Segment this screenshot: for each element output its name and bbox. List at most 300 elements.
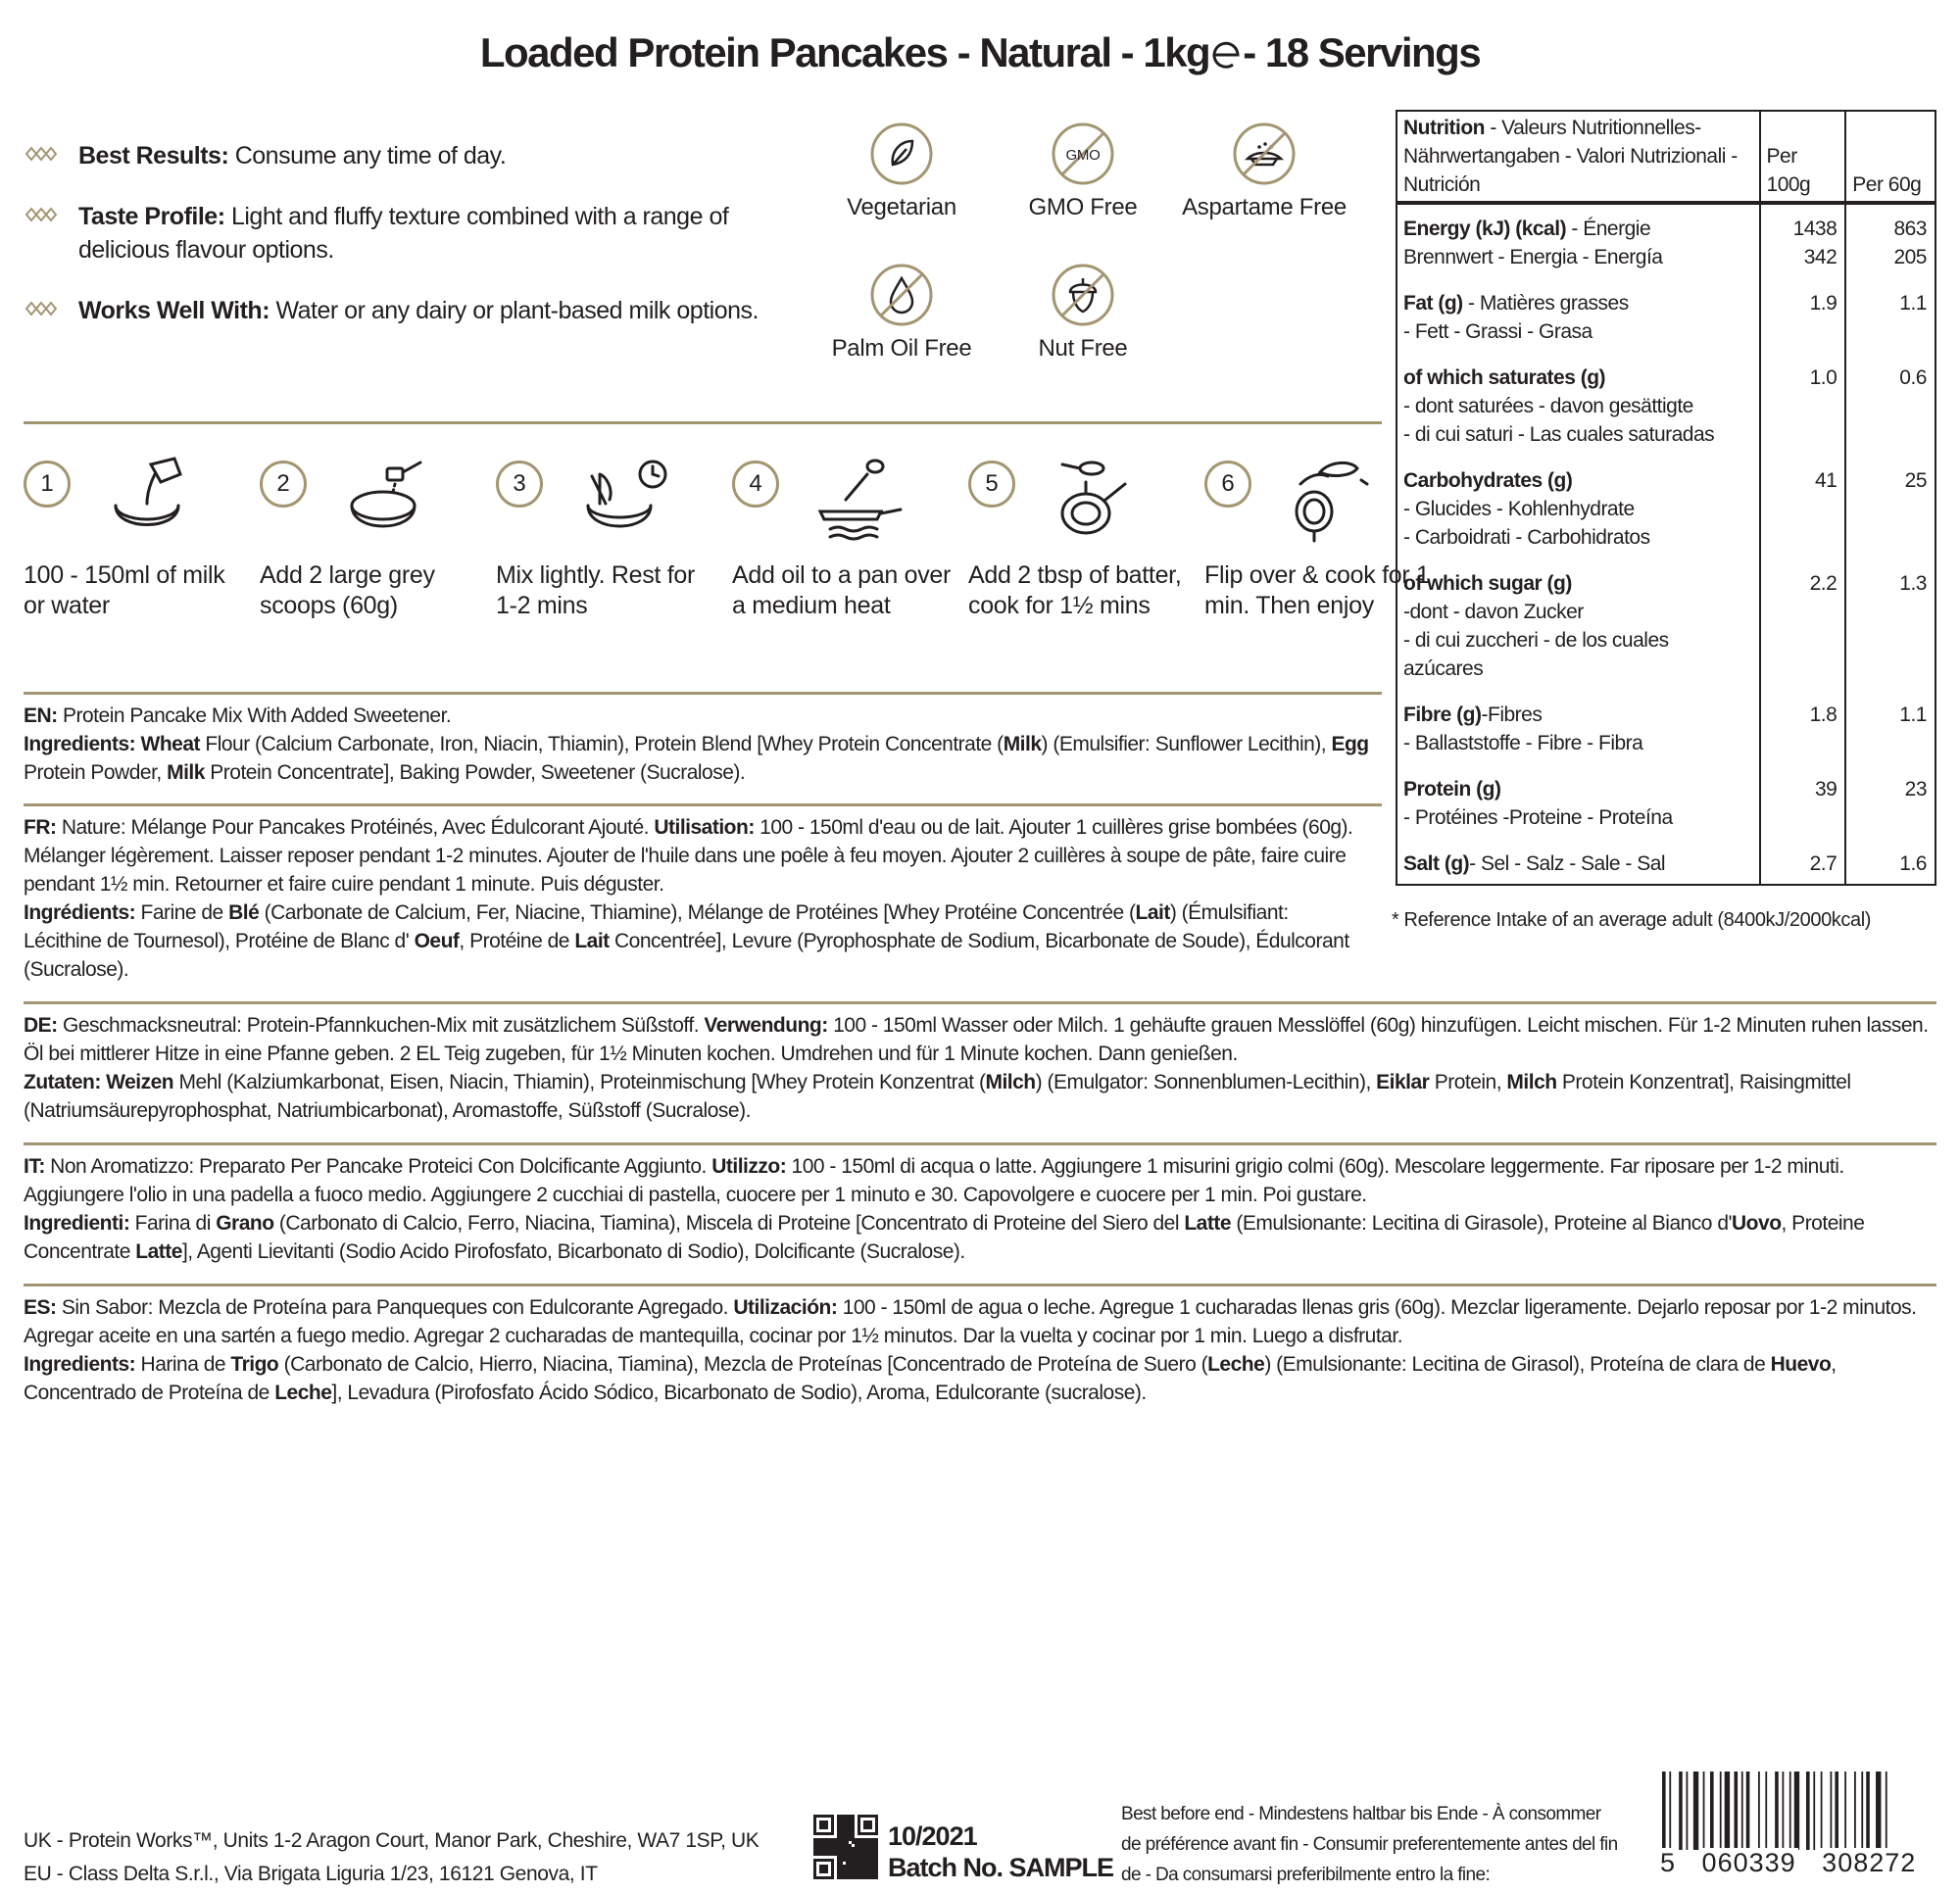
nutrient-row-energy: [1396, 203, 1936, 279]
qr-module: [872, 1870, 875, 1873]
qr-module: [843, 1826, 846, 1829]
product-description: Protein Pancake Mix With Added Sweetener.: [57, 704, 452, 727]
qr-module: [858, 1876, 860, 1879]
qr-module: [840, 1844, 843, 1847]
qr-module: [846, 1847, 849, 1850]
qr-module: [840, 1853, 843, 1856]
nutrient-translations: - Énergie: [1566, 218, 1651, 240]
qr-module: [813, 1850, 816, 1853]
ingredients-text: Farina di: [129, 1212, 217, 1235]
nutrient-translations: -Fibres: [1481, 704, 1543, 726]
qr-module: [849, 1862, 852, 1865]
allergen: Lait: [574, 930, 610, 952]
allergen: Weizen: [100, 1071, 174, 1093]
nutrient-translations: - Ballaststoffe - Fibre - Fibra: [1403, 732, 1643, 754]
badge-label: Palm Oil Free: [831, 335, 972, 362]
qr-module: [852, 1829, 855, 1832]
allergen: Egg: [1331, 733, 1369, 755]
nutrient-name: Fibre (g): [1403, 704, 1482, 726]
aspartame-free-icon: [1232, 121, 1297, 186]
usage-label: Verwendung:: [704, 1014, 828, 1037]
qr-module: [840, 1873, 843, 1876]
tip-label: Best Results:: [78, 142, 229, 170]
barcode-bar: [1703, 1772, 1705, 1850]
qr-module: [840, 1847, 843, 1850]
ingredients-text: (Emulsionante: Lecitina di Girasole), Proteine al Bianco d': [1231, 1212, 1733, 1235]
qr-module: [831, 1841, 834, 1844]
barcode-bar: [1735, 1772, 1739, 1850]
ingredients-text: Mehl (Kalziumkarbonat, Eisen, Niacin, Thiamin), Proteinmischung [Whey Protein Konzentrat (: [173, 1071, 986, 1093]
qr-module: [858, 1862, 860, 1865]
qr-module: [855, 1859, 858, 1862]
qr-module: [837, 1829, 840, 1832]
badge-gmo-free: [995, 121, 1171, 221]
qr-module: [863, 1868, 866, 1870]
tip-text: Light and fluffy texture combined with a range of delicious flavour options.: [78, 203, 729, 264]
allergen: Leche: [274, 1382, 332, 1404]
ingredients-label: Ingrédients:: [24, 901, 136, 924]
nutrient-translations: -dont - davon Zucker: [1403, 601, 1584, 623]
qr-module: [837, 1865, 840, 1868]
qr-module: [869, 1876, 872, 1879]
lang-code: DE:: [24, 1014, 58, 1037]
qr-module: [860, 1847, 863, 1850]
qr-module: [866, 1841, 869, 1844]
best-before-text: [1121, 1799, 1631, 1890]
qr-module: [840, 1823, 843, 1826]
ingredients-text: Concentrée], Levure (Pyrophosphate de Sodium, Bicarbonate de Soude), Édulcorant (Sucralose).: [24, 930, 1349, 981]
ingredients-label: Ingredients:: [24, 733, 136, 755]
barcode-bar: [1794, 1772, 1799, 1850]
qr-module: [822, 1838, 825, 1841]
qr-module: [834, 1841, 837, 1844]
qr-module: [858, 1859, 860, 1862]
diet-badges: [813, 121, 1362, 376]
step-number: 2: [260, 461, 307, 508]
lang-code: ES:: [24, 1296, 57, 1319]
barcode-bar: [1741, 1772, 1743, 1850]
nutrient-translations: - Matières grasses: [1462, 292, 1629, 315]
barcode-digits-left: 060339: [1701, 1848, 1796, 1877]
nutrient-name: Salt (g): [1403, 852, 1470, 875]
qr-module: [858, 1856, 860, 1859]
barcode-bar: [1789, 1772, 1791, 1850]
label-text-es: [24, 1293, 1936, 1407]
qr-module: [869, 1865, 872, 1868]
qr-code-icon: [813, 1815, 878, 1879]
barcode-bar: [1725, 1772, 1730, 1850]
qr-module: [860, 1850, 863, 1853]
qr-module: [849, 1838, 852, 1841]
qr-module: [846, 1868, 849, 1870]
nutrient-row-fat: [1396, 279, 1936, 354]
qr-module: [860, 1873, 863, 1876]
qr-module: [843, 1868, 846, 1870]
qr-module: [866, 1859, 869, 1862]
barcode-bar: [1866, 1772, 1870, 1850]
qr-module: [860, 1876, 863, 1879]
qr-module: [869, 1847, 872, 1850]
qr-module: [863, 1862, 866, 1865]
value-per-60g-kcal: 205: [1893, 246, 1927, 268]
qr-module: [863, 1865, 866, 1868]
qr-module: [860, 1870, 863, 1873]
qr-module: [875, 1859, 878, 1862]
qr-module: [869, 1856, 872, 1859]
nutrient-row-salt: [1396, 840, 1936, 885]
qr-module: [846, 1826, 849, 1829]
qr-module: [849, 1847, 852, 1850]
qr-module: [858, 1865, 860, 1868]
qr-module: [858, 1870, 860, 1873]
gmo-free-icon: [1051, 121, 1115, 186]
qr-module: [852, 1865, 855, 1868]
qr-module: [872, 1841, 875, 1844]
nutrition-heading: [1396, 111, 1760, 203]
qr-module: [863, 1853, 866, 1856]
qr-module: [840, 1870, 843, 1873]
barcode-bar: [1835, 1772, 1838, 1850]
allergen: Oeuf: [414, 930, 460, 952]
qr-module: [843, 1844, 846, 1847]
barcode-digits-right: 308272: [1822, 1848, 1917, 1877]
qr-module: [840, 1876, 843, 1879]
vegetarian-icon: [869, 121, 934, 186]
qr-module: [875, 1850, 878, 1853]
qr-module: [852, 1835, 855, 1838]
qr-module: [849, 1868, 852, 1870]
qr-module: [846, 1862, 849, 1865]
batch-date: 10/2021: [888, 1821, 977, 1851]
qr-module: [840, 1820, 843, 1823]
ingredients-text: Harina de: [135, 1353, 231, 1376]
divider: [24, 692, 1382, 695]
barcode-bar: [1844, 1772, 1846, 1850]
qr-module: [860, 1862, 863, 1865]
qr-module: [866, 1865, 869, 1868]
batch-info: [888, 1820, 1113, 1883]
qr-module: [849, 1844, 852, 1847]
qr-module: [819, 1838, 822, 1841]
nutrient-name: of which saturates (g): [1403, 366, 1606, 389]
qr-module: [852, 1847, 855, 1850]
label-text-en: [24, 702, 1386, 787]
barcode-number: [1658, 1848, 1944, 1878]
nutrient-translations: - Glucides - Kohlenhydrate: [1403, 498, 1635, 520]
qr-module: [849, 1865, 852, 1868]
qr-module: [843, 1841, 846, 1844]
qr-module: [825, 1838, 828, 1841]
qr-module: [837, 1847, 840, 1850]
qr-module: [819, 1865, 828, 1873]
batch-number: Batch No. SAMPLE: [888, 1853, 1114, 1882]
nutrient-name: Carbohydrates (g): [1403, 469, 1573, 492]
qr-module: [863, 1838, 866, 1841]
qr-module: [825, 1844, 828, 1847]
qr-module: [849, 1876, 852, 1879]
qr-module: [837, 1818, 840, 1820]
qr-module: [831, 1847, 834, 1850]
col-per-60g: Per 60g: [1845, 111, 1936, 203]
tip-works-well-with: [25, 294, 770, 327]
qr-module: [828, 1853, 831, 1856]
ingredients-label: Ingredients:: [24, 1353, 136, 1376]
qr-module: [852, 1832, 855, 1835]
usage-label: Utilisation:: [654, 816, 755, 839]
ingredients-text: Farine de: [135, 901, 229, 924]
diamonds-icon: [25, 145, 57, 163]
value-per-60g: 23: [1845, 765, 1936, 840]
barcode-bar: [1710, 1772, 1714, 1850]
qr-module: [872, 1850, 875, 1853]
step-number: 5: [968, 461, 1015, 508]
usage-label: Utilizzo:: [711, 1155, 787, 1178]
qr-module: [852, 1841, 855, 1844]
qr-module: [875, 1844, 878, 1847]
qr-module: [866, 1868, 869, 1870]
step-text: Mix lightly. Rest for 1-2 mins: [496, 561, 696, 619]
qr-module: [813, 1853, 816, 1856]
step-number: 3: [496, 461, 543, 508]
qr-module: [840, 1862, 843, 1865]
qr-module: [866, 1856, 869, 1859]
tip-taste-profile: [25, 200, 770, 267]
qr-module: [846, 1853, 849, 1856]
qr-module: [875, 1841, 878, 1844]
step-number: 6: [1204, 461, 1251, 508]
qr-module: [852, 1859, 855, 1862]
barcode-bar: [1831, 1772, 1833, 1850]
qr-module: [866, 1876, 869, 1879]
nutrient-translations: - di cui saturi - Las cuales saturadas: [1403, 423, 1715, 446]
qr-module: [843, 1850, 846, 1853]
qr-module: [846, 1838, 849, 1841]
qr-module: [843, 1818, 846, 1820]
ingredients-text: , Proteine Concentrate: [24, 1212, 1865, 1263]
step-text: Flip over & cook for 1 min. Then enjoy: [1204, 561, 1430, 619]
qr-module: [843, 1847, 846, 1850]
allergen: Latte: [1184, 1212, 1232, 1235]
barcode-bar: [1854, 1772, 1856, 1850]
qr-module: [866, 1850, 869, 1853]
allergen: Latte: [135, 1240, 182, 1263]
nutrient-translations: Brennwert - Energia - Energía: [1403, 246, 1663, 268]
address-eu: EU - Class Delta S.r.l., Via Brigata Liguria 1/23, 16121 Genova, IT: [24, 1863, 598, 1885]
step-text: Add oil to a pan over a medium heat: [732, 561, 952, 619]
qr-module: [825, 1853, 828, 1856]
allergen: Uovo: [1732, 1212, 1782, 1235]
divider: [24, 803, 1382, 806]
qr-module: [849, 1815, 852, 1818]
ingredients-label: Zutaten:: [24, 1071, 101, 1093]
qr-module: [872, 1847, 875, 1850]
qr-module: [825, 1847, 828, 1850]
qr-module: [855, 1841, 858, 1844]
qr-module: [852, 1853, 855, 1856]
qr-module: [872, 1865, 875, 1868]
qr-module: [849, 1829, 852, 1832]
qr-module: [860, 1838, 863, 1841]
qr-module: [855, 1870, 858, 1873]
qr-module: [849, 1853, 852, 1856]
qr-module: [846, 1876, 849, 1879]
badge-label: Aspartame Free: [1182, 194, 1347, 220]
address-uk: UK - Protein Works™, Units 1-2 Aragon Court, Manor Park, Cheshire, WA7 1SP, UK: [24, 1829, 760, 1852]
lang-code: FR:: [24, 816, 57, 839]
qr-module: [819, 1847, 822, 1850]
product-title: [0, 29, 1960, 76]
qr-module: [866, 1844, 869, 1847]
qr-module: [852, 1818, 855, 1820]
qr-module: [834, 1838, 837, 1841]
oil-pan-icon: [791, 455, 908, 543]
tip-label: Works Well With:: [78, 297, 270, 324]
allergen: Huevo: [1770, 1353, 1832, 1376]
barcode-bar: [1813, 1772, 1815, 1850]
allergen: Leche: [1207, 1353, 1265, 1376]
value-per-100g: 1.8: [1760, 691, 1846, 765]
qr-module: [837, 1859, 840, 1862]
qr-module: [846, 1829, 849, 1832]
qr-module: [843, 1865, 846, 1868]
badge-aspartame-free: [1176, 121, 1352, 221]
qr-module: [855, 1876, 858, 1879]
qr-module: [825, 1841, 828, 1844]
qr-module: [843, 1820, 846, 1823]
value-per-100g: 1.9: [1760, 279, 1846, 354]
qr-module: [875, 1873, 878, 1876]
ingredients-text: Protein Concentrate], Baking Powder, Sweetener (Sucralose).: [204, 761, 746, 784]
qr-module: [855, 1856, 858, 1859]
qr-module: [866, 1873, 869, 1876]
usage-text: 100 - 150ml de agua o leche. Agregue 1 cucharadas llenas gris (60g). Mezclar ligeramente. Dejarlo reposar por 1-2 minutos. Agregar aceite en una sartén a fuego medio. Agregar 2 cucharadas de mantequilla, cocinar por 1½ minutos. Dar la vuelta y cocinar por 1 min. Luego a disfrutar.: [24, 1296, 1917, 1347]
qr-module: [828, 1838, 831, 1841]
qr-module: [822, 1853, 825, 1856]
qr-module: [843, 1832, 846, 1835]
qr-module: [813, 1847, 816, 1850]
step-number: 1: [24, 461, 71, 508]
barcode-bar: [1720, 1772, 1722, 1850]
qr-module: [852, 1815, 855, 1818]
qr-module: [863, 1859, 866, 1862]
nutrient-translations: - Fett - Grassi - Grasa: [1403, 320, 1592, 343]
nutrient-translations: - di cui zuccheri - de los cuales azúcares: [1403, 629, 1669, 680]
usage-text: 100 - 150ml d'eau ou de lait. Ajouter 1 cuillères grise bombées (60g). Mélanger légèrement. Laisser reposer pendant 1-2 minutes. Ajouter de l'huile dans une poêle à feu moyen. Ajouter 2 cuillères à soupe de pâte, faire cuire pendant 1½ min. Retourner et faire cuire pendant 1 minute. Puis déguster.: [24, 816, 1353, 896]
qr-module: [863, 1876, 866, 1879]
allergen: Blé: [228, 901, 260, 924]
value-per-60g: 0.6: [1845, 354, 1936, 457]
nutrient-row-carbohydrates: [1396, 457, 1936, 559]
qr-module: [875, 1868, 878, 1870]
product-description: Geschmacksneutral: Protein-Pfannkuchen-Mix mit zusätzlichem Süßstoff.: [57, 1014, 705, 1037]
qr-module: [863, 1847, 866, 1850]
qr-module: [852, 1862, 855, 1865]
badge-label: Vegetarian: [847, 194, 956, 220]
qr-module: [869, 1844, 872, 1847]
qr-module: [840, 1865, 843, 1868]
whisk-timer-icon: [555, 455, 672, 543]
qr-module: [852, 1820, 855, 1823]
qr-module: [831, 1844, 834, 1847]
nutrition-heading-rest: - Valeurs Nutritionnelles- Nährwertangaben - Valori Nutrizionali - Nutrición: [1403, 117, 1738, 196]
qr-module: [843, 1815, 846, 1818]
qr-module: [858, 1838, 860, 1841]
qr-module: [846, 1815, 849, 1818]
allergen: Wheat: [140, 733, 201, 755]
qr-module: [855, 1868, 858, 1870]
qr-module: [846, 1856, 849, 1859]
qr-module: [875, 1838, 878, 1841]
qr-module: [831, 1850, 834, 1853]
qr-module: [846, 1870, 849, 1873]
value-per-100g: 2.2: [1760, 559, 1846, 691]
qr-module: [837, 1868, 840, 1870]
qr-module: [860, 1856, 863, 1859]
qr-module: [872, 1873, 875, 1876]
qr-module: [860, 1868, 863, 1870]
qr-module: [872, 1868, 875, 1870]
pour-milk-icon: [82, 455, 200, 543]
qr-module: [816, 1841, 819, 1844]
qr-module: [855, 1838, 858, 1841]
qr-module: [855, 1844, 858, 1847]
qr-module: [843, 1829, 846, 1832]
qr-module: [837, 1823, 840, 1826]
product-description: Sin Sabor: Mezcla de Proteína para Panqueques con Edulcorante Agregado.: [56, 1296, 734, 1319]
nut-free-icon: [1051, 263, 1115, 327]
qr-module: [840, 1832, 843, 1835]
qr-module: [852, 1868, 855, 1870]
nutrient-row-protein: [1396, 765, 1936, 840]
qr-module: [863, 1873, 866, 1876]
qr-module: [843, 1823, 846, 1826]
qr-module: [852, 1850, 855, 1853]
best-before-line: de - Da consumarsi preferibilmente entro la fine:: [1121, 1865, 1491, 1885]
qr-module: [822, 1850, 825, 1853]
barcode-bar: [1758, 1772, 1760, 1850]
qr-module: [858, 1850, 860, 1853]
qr-module: [866, 1838, 869, 1841]
value-per-60g: 863: [1893, 218, 1927, 240]
qr-module: [875, 1865, 878, 1868]
allergen: Milch: [1506, 1071, 1557, 1093]
qr-module: [846, 1832, 849, 1835]
nutrition-heading-bold: Nutrition: [1403, 117, 1485, 139]
nutrient-name: Protein (g): [1403, 778, 1501, 801]
nutrition-table: [1396, 110, 1936, 886]
step-text: 100 - 150ml of milk or water: [24, 561, 225, 619]
qr-module: [872, 1853, 875, 1856]
qr-module: [837, 1876, 840, 1879]
allergen: Trigo: [230, 1353, 279, 1376]
qr-module: [813, 1844, 816, 1847]
barcode-bar: [1687, 1772, 1689, 1850]
qr-module: [849, 1823, 852, 1826]
qr-module: [858, 1847, 860, 1850]
ingredients-text: , Concentrado de Proteína de: [24, 1353, 1837, 1404]
qr-module: [875, 1870, 878, 1873]
qr-module: [813, 1838, 816, 1841]
ingredients-text: Protein Konzentrat], Raisingmittel (Natriumsäurepyrophosphat, Natriumbicarbonat), Aromastoffe, Süßstoff (Sucralose).: [24, 1071, 1851, 1122]
qr-module: [840, 1868, 843, 1870]
tip-label: Taste Profile:: [78, 203, 225, 230]
qr-module: [834, 1844, 837, 1847]
qr-module: [849, 1818, 852, 1820]
qr-module: [837, 1873, 840, 1876]
qr-module: [846, 1841, 849, 1844]
qr-module: [828, 1841, 831, 1844]
qr-module: [846, 1820, 849, 1823]
